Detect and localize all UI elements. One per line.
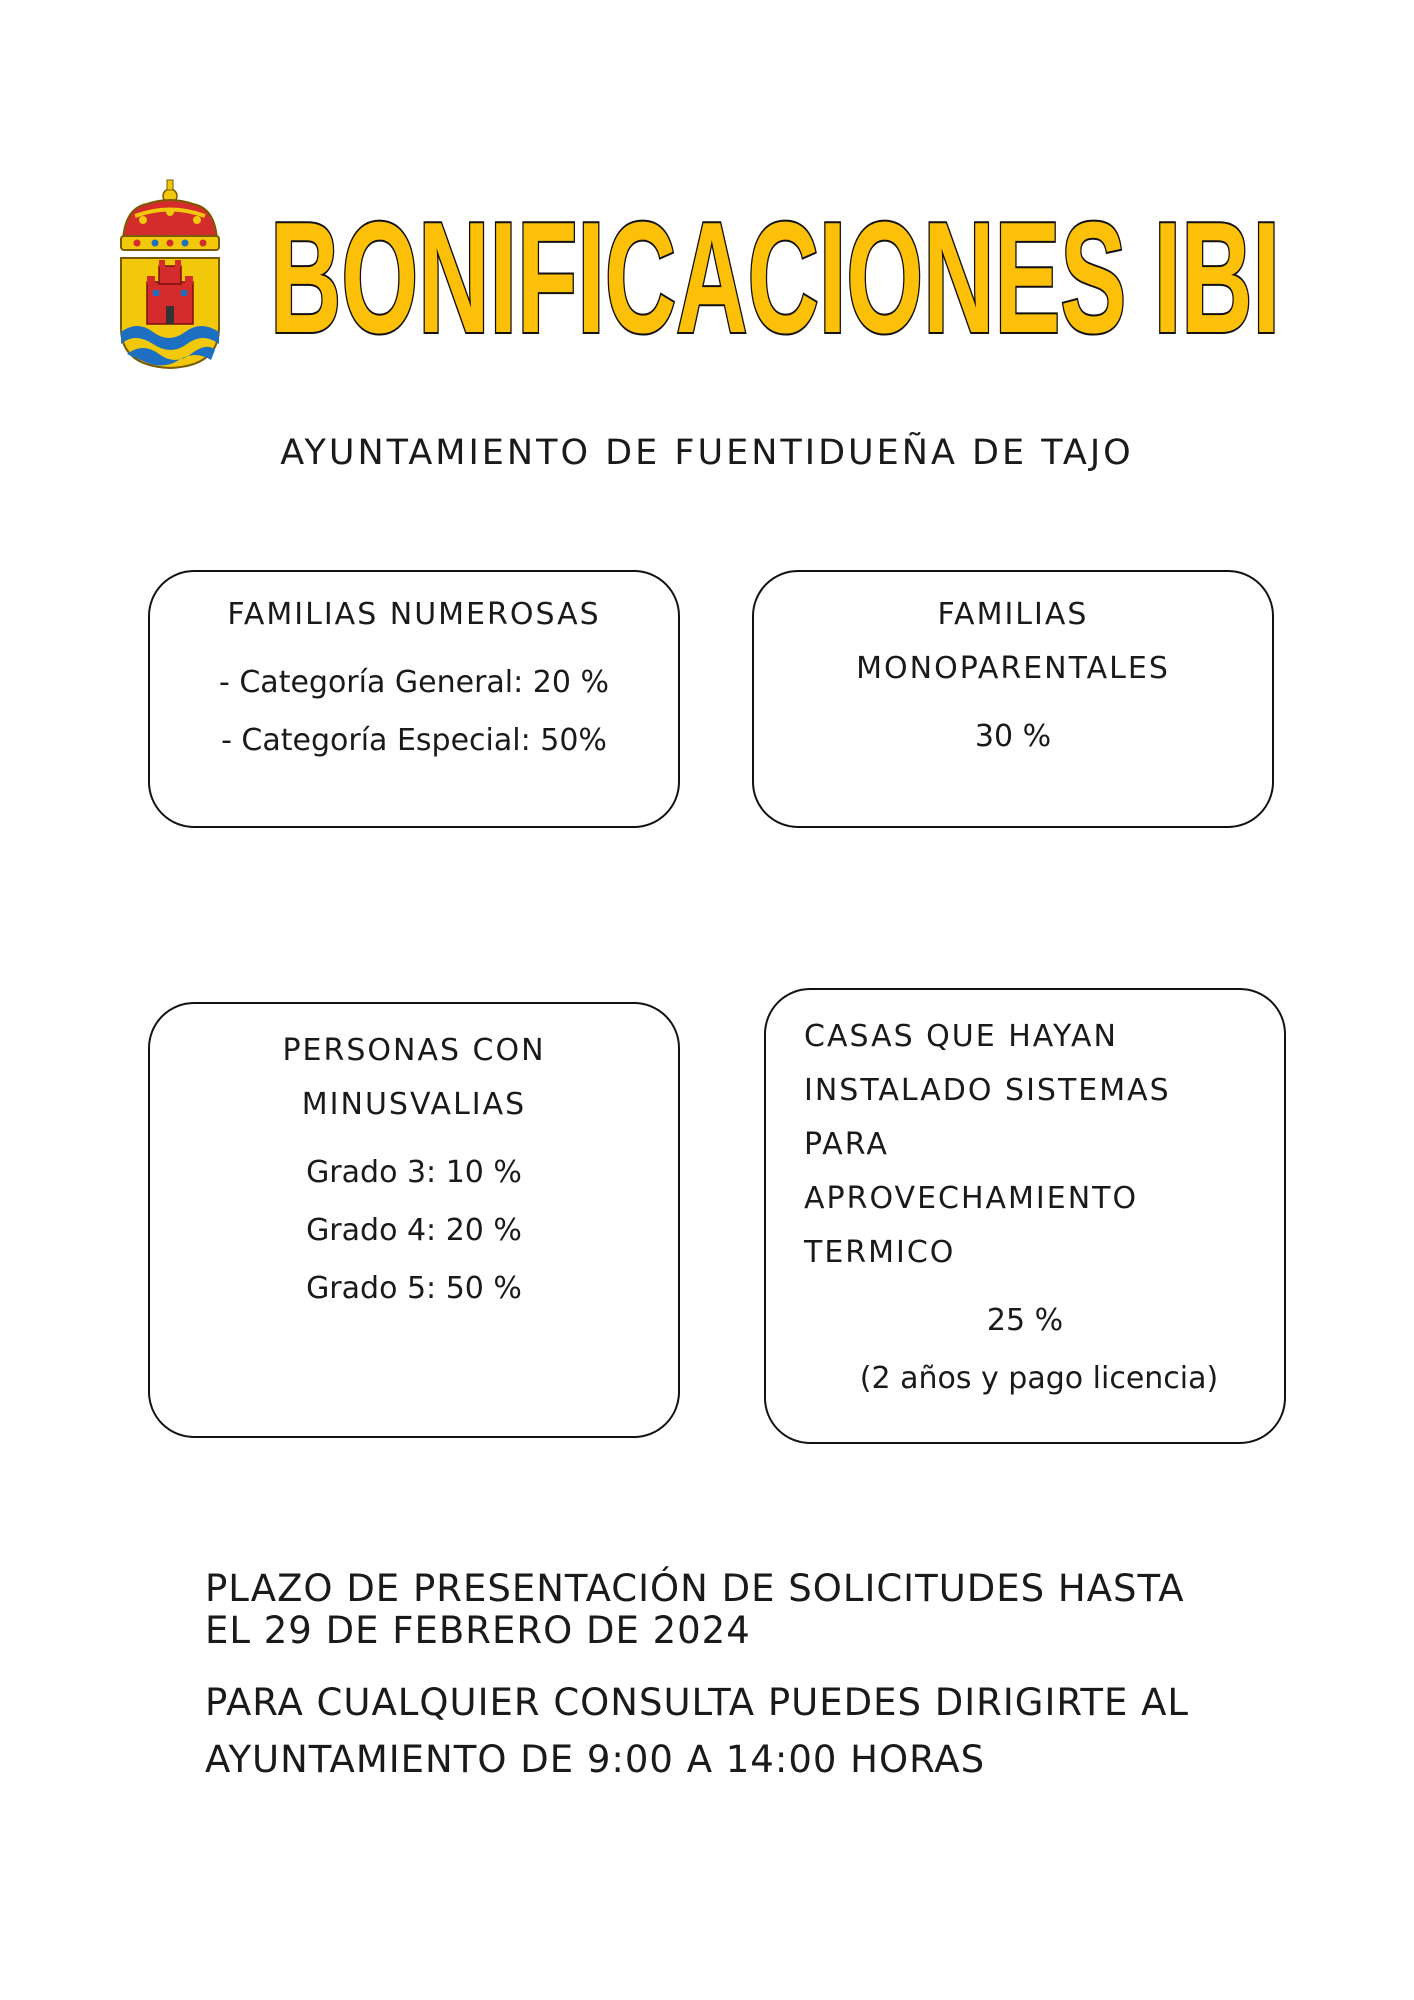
main-title (270, 198, 1300, 358)
card-heading: CASAS QUE HAYAN (804, 1019, 1118, 1054)
card-familias-monoparentales (752, 570, 1274, 828)
card-line: Grado 3: 10 % (306, 1155, 522, 1190)
card-heading: INSTALADO SISTEMAS (804, 1073, 1171, 1108)
card-personas-minusvalias (148, 1002, 680, 1438)
contact-line: AYUNTAMIENTO DE 9:00 A 14:00 HORAS (205, 1738, 986, 1781)
crown-icon (121, 180, 219, 250)
main-title-text: BONIFICACIONES IBI (270, 198, 1280, 358)
card-casas-aprovechamiento-termico (764, 988, 1286, 1444)
card-heading: PARA (804, 1127, 889, 1162)
coat-of-arms-logo (115, 178, 225, 370)
card-heading: PERSONAS CON (282, 1033, 546, 1068)
card-note: (2 años y pago licencia) (859, 1361, 1219, 1396)
card-line: - Categoría Especial: 50% (221, 723, 607, 758)
card-heading: TERMICO (804, 1235, 956, 1270)
card-familias-numerosas (148, 570, 680, 828)
card-line: Grado 5: 50 % (306, 1271, 522, 1306)
card-line: - Categoría General: 20 % (219, 665, 609, 700)
municipality-subtitle: AYUNTAMIENTO DE FUENTIDUEÑA DE TAJO (280, 433, 1134, 473)
contact-notice (205, 1674, 1265, 1788)
card-heading: FAMILIAS NUMEROSAS (227, 597, 601, 632)
card-line: Grado 4: 20 % (306, 1213, 522, 1248)
deadline-notice (205, 1568, 1265, 1652)
card-heading: MONOPARENTALES (856, 651, 1170, 686)
card-value: 25 % (986, 1303, 1064, 1338)
shield-icon (121, 258, 219, 368)
card-heading: APROVECHAMIENTO (804, 1181, 1139, 1216)
contact-line: PARA CUALQUIER CONSULTA PUEDES DIRIGIRTE AL (205, 1681, 1190, 1724)
card-heading: MINUSVALIAS (301, 1087, 527, 1122)
deadline-line: PLAZO DE PRESENTACIÓN DE SOLICITUDES HASTA (205, 1567, 1185, 1610)
card-value: 30 % (974, 719, 1052, 754)
card-heading: FAMILIAS (937, 597, 1089, 632)
deadline-line: EL 29 DE FEBRERO DE 2024 (205, 1609, 751, 1652)
